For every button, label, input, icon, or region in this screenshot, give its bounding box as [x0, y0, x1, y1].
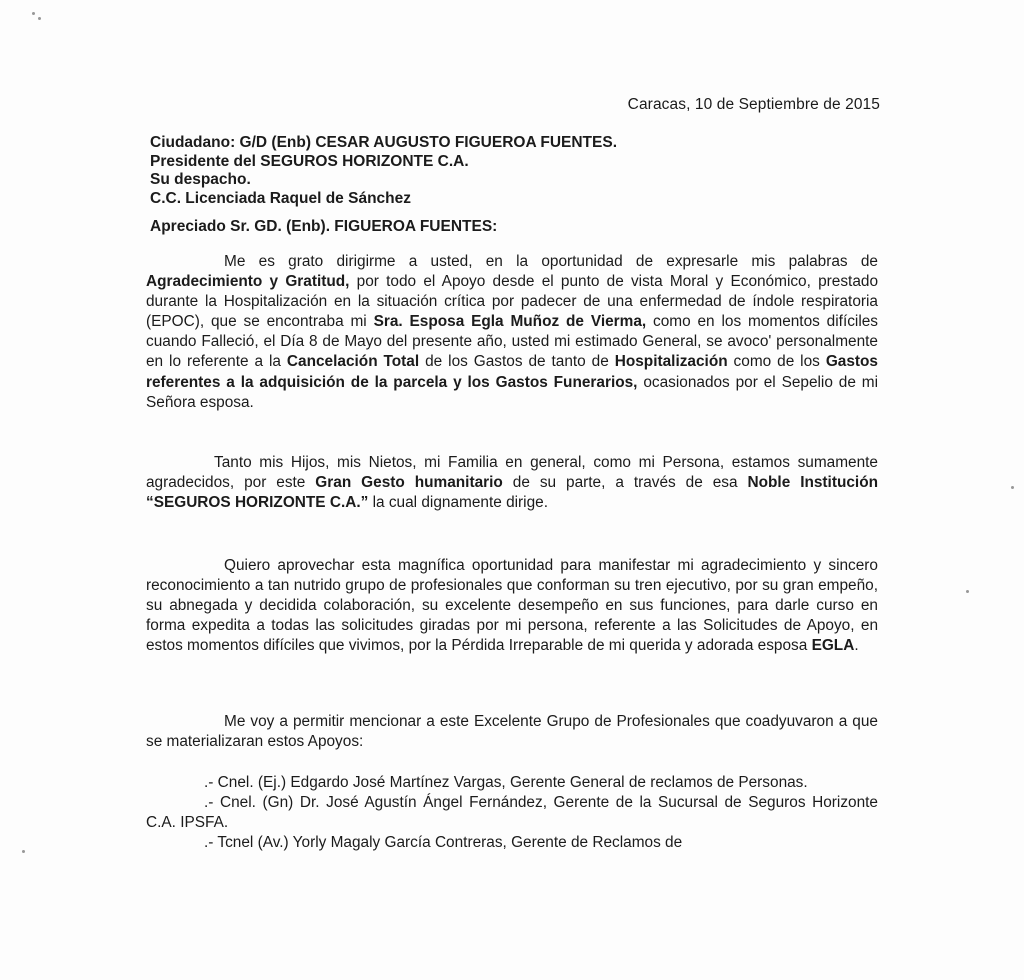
- recipient-line: Su despacho.: [150, 171, 251, 189]
- list-item: .- Tcnel (Av.) Yorly Magaly García Contreras, Gerente de Reclamos de: [204, 834, 683, 852]
- paragraph-family: Tanto mis Hijos, mis Nietos, mi Familia en general, como mi Persona, estamos sumamente agradecidos, por este Gran Gesto humanitario de su parte, a través de esa Noble Institución “SEGUROS HORIZONTE C.A.” la cual dignamente dirige.: [146, 454, 878, 512]
- recipient-line: C.C. Licenciada Raquel de Sánchez: [150, 189, 411, 207]
- scan-speck: [966, 590, 969, 593]
- scan-speck: [22, 850, 25, 853]
- scan-speck: [32, 12, 35, 15]
- salutation: Apreciado Sr. GD. (Enb). FIGUEROA FUENTES:: [150, 218, 498, 235]
- letter-date: Caracas, 10 de Septiembre de 2015: [627, 96, 880, 113]
- list-item: .- Cnel. (Gn) Dr. José Agustín Ángel Fernández, Gerente de la Sucursal de Seguros Horizonte C.A. IPSFA.: [146, 794, 878, 832]
- professionals-list: [146, 773, 878, 853]
- scan-speck: [1011, 486, 1014, 489]
- scan-speck: [38, 17, 41, 20]
- paragraph-mention: Me voy a permitir mencionar a este Excelente Grupo de Profesionales que coadyuvaron a que se materializaran estos Apoyos:: [146, 713, 878, 751]
- recipient-line: Presidente del SEGUROS HORIZONTE C.A.: [150, 152, 469, 170]
- list-item: .- Cnel. (Ej.) Edgardo José Martínez Vargas, Gerente General de reclamos de Personas.: [204, 774, 808, 791]
- recipient-block: [150, 134, 890, 208]
- recipient-line: Ciudadano: G/D (Enb) CESAR AUGUSTO FIGUEROA FUENTES.: [150, 134, 618, 151]
- paragraph-recognition: Quiero aprovechar esta magnífica oportunidad para manifestar mi agradecimiento y sincero reconocimiento a tan nutrido grupo de profesionales que conforman su tren ejecutivo, por su gran empeño, su abnegada y decidida colaboración, su excelente desempeño en sus funciones, para darle curso en forma expedita a todas las solicitudes giradas por mi persona, referente a las Solicitudes de Apoyo, en estos momentos difíciles que vivimos, por la Pérdida Irreparable de mi querida y adorada esposa EGLA.: [146, 557, 878, 655]
- paragraph-gratitude: Me es grato dirigirme a usted, en la oportunidad de expresarle mis palabras de Agradecimiento y Gratitud, por todo el Apoyo desde el punto de vista Moral y Económico, prestado durante la Hospitalización en la situación crítica por padecer de una enfermedad de índole respiratoria (EPOC), que se encontraba mi Sra. Esposa Egla Muñoz de Vierma, como en los momentos difíciles cuando Falleció, el Día 8 de Mayo del presente año, usted mi estimado General, se avoco' personalmente en lo referente a la Cancelación Total de los Gastos de tanto de Hospitalización como de los Gastos referentes a la adquisición de la parcela y los Gastos Funerarios, ocasionados por el Sepelio de mi Señora esposa.: [146, 253, 879, 411]
